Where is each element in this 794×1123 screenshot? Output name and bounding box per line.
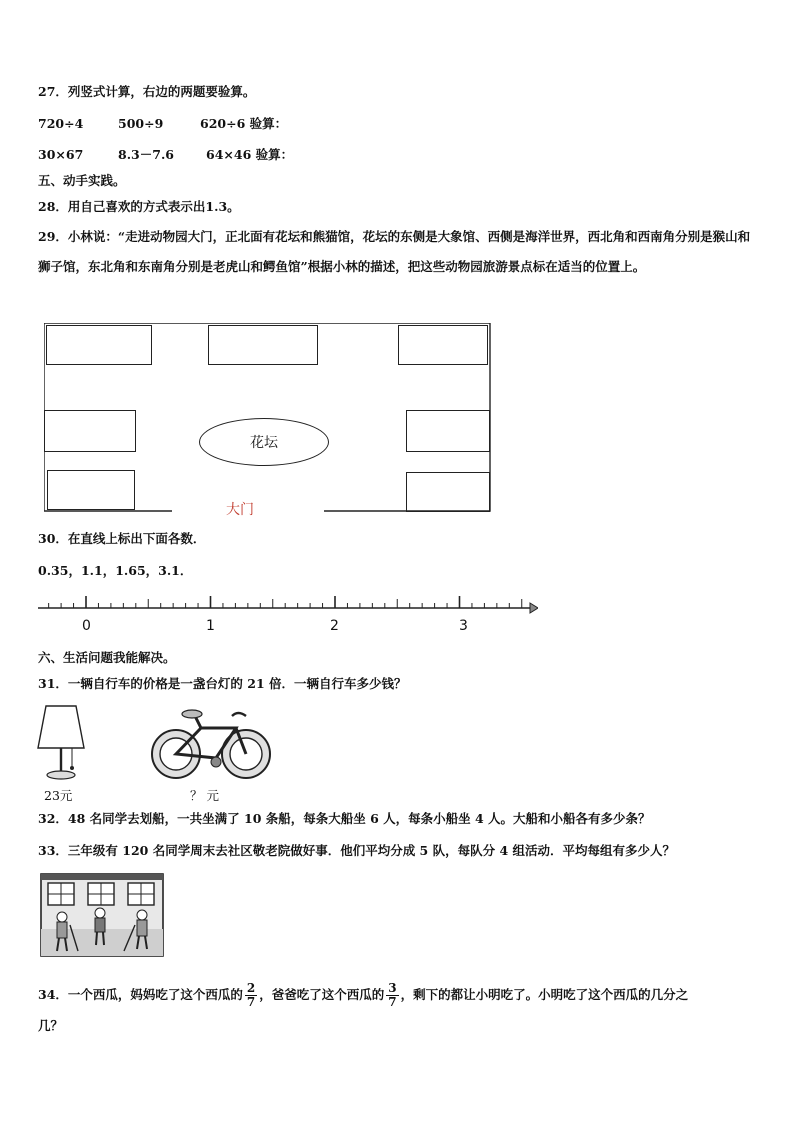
tick-label-0: 0 xyxy=(82,618,91,634)
q32-text: 32．48 名同学去划船，一共坐满了 10 条船，每条大船坐 6 人，每条小船坐 4 人。大船和小船各有多少条？ xyxy=(38,811,651,826)
map-slot-northwest[interactable] xyxy=(46,325,152,365)
q31-text: 31．一辆自行车的价格是一盏台灯的 21 倍．一辆自行车多少钱？ xyxy=(38,676,407,691)
q29-text: 29．小林说：“走进动物园大门，正北面有花坛和熊猫馆，花坛的东侧是大象馆、西侧是海洋世界，西北角和西南角分别是猴山和狮子馆，东北角和东南角分别是老虎山和鳄鱼馆”根据小林的描述，把这些动物园旅游景点标在适当的位置上。 xyxy=(38,229,751,274)
map-slot-southwest[interactable] xyxy=(47,470,135,510)
fraction-three-sevenths xyxy=(386,982,398,1009)
q34-line2: 几？ xyxy=(38,1018,64,1033)
bicycle-icon xyxy=(146,706,276,782)
map-slot-southeast[interactable] xyxy=(406,472,490,512)
number-line-arrow xyxy=(530,603,538,613)
q34-text-part3: ，剩下的都让小明吃了。小明吃了这个西瓜的几分之 xyxy=(400,987,689,1002)
flowerbed: 花坛 xyxy=(199,418,329,466)
map-slot-west[interactable] xyxy=(44,410,136,452)
q27-row2 xyxy=(38,147,293,163)
q33-text: 33．三年级有 120 名同学周末去社区敬老院做好事．他们平均分成 5 队，每队分 4 组活动．平均每组有多少人？ xyxy=(38,843,675,858)
map-slot-northeast[interactable] xyxy=(398,325,488,365)
q27-row1 xyxy=(38,116,287,132)
fraction-numerator: 2 xyxy=(246,981,256,995)
q34-text-part2: ，爸爸吃了这个西瓜的 xyxy=(259,987,385,1002)
gate-label: 大门 xyxy=(226,502,254,518)
tick-label-3: 3 xyxy=(459,618,468,634)
bike-price: ？ 元 xyxy=(190,788,219,803)
tick-label-1: 1 xyxy=(206,618,215,634)
volunteer-scene-image xyxy=(40,873,164,957)
section-6-heading: 六、生活问题我能解决。 xyxy=(38,650,176,665)
fraction-numerator: 3 xyxy=(388,981,397,995)
q27-title: 27．列竖式计算，右边的两题要验算。 xyxy=(38,84,256,99)
number-line[interactable] xyxy=(38,592,538,640)
q28-text: 28．用自己喜欢的方式表示出1.3。 xyxy=(38,199,240,214)
q30-title: 30．在直线上标出下面各数． xyxy=(38,531,206,546)
table-lamp-icon xyxy=(36,702,96,782)
fraction-denominator: 7 xyxy=(388,995,397,1009)
map-slot-east[interactable] xyxy=(406,410,490,452)
fraction-two-sevenths xyxy=(245,982,257,1009)
map-slot-north[interactable] xyxy=(208,325,318,365)
lamp-price: 23元 xyxy=(44,788,73,803)
q34-text-part1: 34．一个西瓜，妈妈吃了这个西瓜的 xyxy=(38,987,243,1002)
q27-expr: 620÷6 验算： xyxy=(200,116,288,131)
fraction-denominator: 7 xyxy=(246,995,256,1009)
q30-numbers: 0.35，1.1，1.65，3.1． xyxy=(38,563,193,578)
q27-expr: 30×67 xyxy=(38,147,84,162)
q34-line1 xyxy=(38,982,688,1009)
q27-expr: 720÷4 xyxy=(38,116,84,131)
number-line-axis xyxy=(38,592,538,618)
q27-expr: 500÷9 xyxy=(118,116,164,131)
section-5-heading: 五、动手实践。 xyxy=(38,173,126,188)
tick-label-2: 2 xyxy=(330,618,339,634)
q27-expr: 64×46 验算： xyxy=(206,147,294,162)
zoo-map xyxy=(44,323,492,518)
q27-expr: 8.3－7.6 xyxy=(118,147,174,162)
